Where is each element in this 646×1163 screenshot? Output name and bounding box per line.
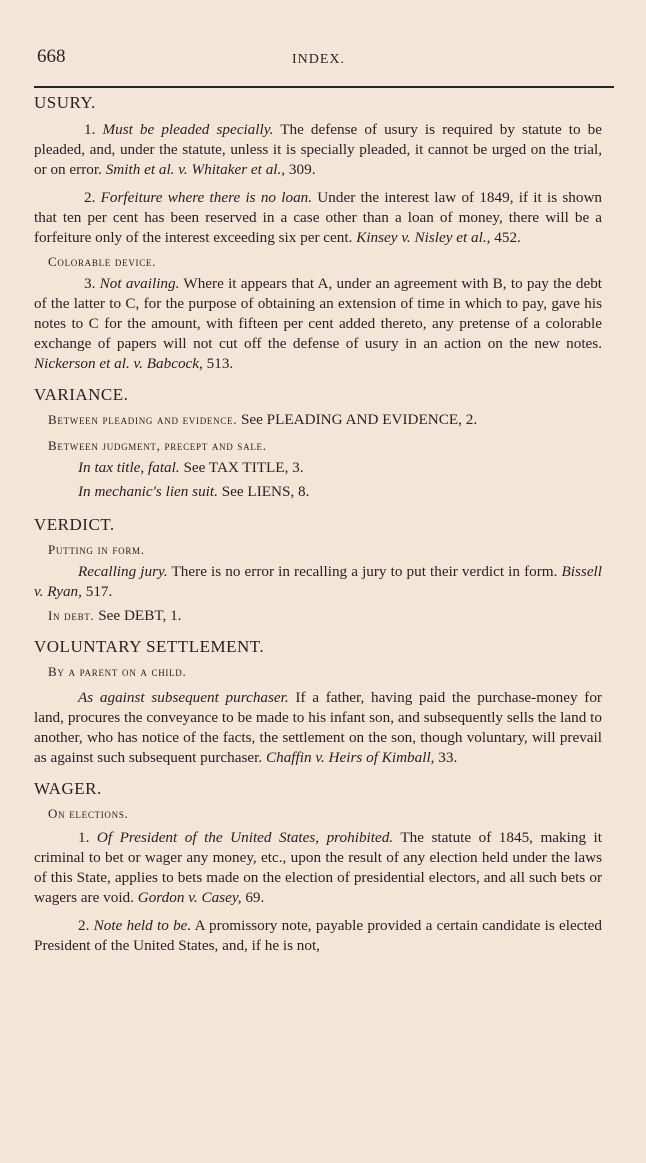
entry-number: 3.: [84, 275, 96, 292]
case-page: 33.: [434, 749, 458, 766]
case-name: Gordon v. Casey,: [137, 889, 242, 906]
subheading-by-parent: By a parent on a child.: [48, 664, 187, 679]
case-page: 309.: [285, 161, 316, 178]
case-name: Bissell v. Ryan,: [34, 563, 602, 600]
voluntary-entry-1: [34, 688, 602, 768]
entry-text: The statute of 1845, making it criminal to bet or wager any money, etc., upon the result of any election held under the laws of this State, applies to bets made on the election of presidential electors, and all such bets or wagers are void.: [34, 829, 602, 906]
usury-entry-1: [34, 120, 602, 180]
case-page: 452.: [490, 229, 521, 246]
case-name: Nickerson et al. v. Babcock,: [34, 355, 203, 372]
subheading-on-elections: On elections.: [48, 806, 129, 821]
variance-line-2: [34, 480, 602, 504]
variance-line-1: [34, 456, 602, 480]
entry-number: 2.: [78, 917, 90, 934]
cross-reference: See PLEADING AND EVIDENCE, 2.: [237, 411, 478, 428]
entry-text: Under the interest law of 1849, if it is shown that ten per cent has been reserved in a case other than a loan of money, there will be a forfeiture only of the interest exceeding six per cent.: [34, 189, 603, 246]
case-name: Chaffin v. Heirs of Kimball,: [265, 749, 435, 766]
case-page: 513.: [202, 355, 234, 372]
entry-text: The defense of usury is required by statute to be pleaded, and, under the statute, unless it is specially pleaded, it cannot be urged on the trial, or on error.: [34, 121, 602, 178]
subheading-putting-in-form: Putting in form.: [48, 542, 145, 557]
subheading-colorable-device: Colorable device.: [48, 254, 157, 269]
verdict-entry-1: [34, 562, 602, 602]
subheading-pleading-evidence: Between pleading and evidence.: [48, 412, 238, 427]
entry-number: 1.: [78, 829, 90, 846]
case-name: Smith et al. v. Whitaker et al.,: [105, 161, 286, 178]
entry-text: A promissory note, payable provided a certain candidate is elected President of the United States, and, if he is not,: [34, 917, 603, 954]
entry-number: 1.: [84, 121, 96, 138]
case-name: Kinsey v. Nisley et al.,: [356, 229, 491, 246]
entry-title: Note held to be.: [93, 917, 192, 934]
subheading-judgment-precept: Between judgment, precept and sale.: [48, 438, 267, 453]
entry-text: Where it appears that A, under an agreement with B, to pay the debt of the latter to C, for the purpose of obtaining an extension of time in which to pay, gave his notes to C for the amount, with fifteen per cent added thereto, any pretense of a colorable exchange of papers will not cut off the defense of usury in an action on the new notes.: [34, 275, 603, 352]
entry-title: Not availing.: [99, 275, 180, 292]
wager-entry-1: [34, 828, 602, 908]
heading-verdict: VERDICT.: [34, 515, 115, 534]
entry-title: As against subsequent purchaser.: [78, 689, 289, 706]
cross-reference: See DEBT, 1.: [94, 607, 182, 624]
entry-text: If a father, having paid the purchase-money for land, procures the conveyance to be made to his infant son, and subsequently sells the land to another, who has notice of the facts, the settlement on the son, though voluntary, will prevail as against such subsequent purchaser.: [34, 689, 602, 766]
running-title: INDEX.: [292, 52, 346, 67]
case-page: 69.: [241, 889, 265, 906]
usury-entry-2: [34, 188, 602, 248]
verdict-sub-2: [34, 606, 602, 626]
cross-reference: See TAX TITLE, 3.: [179, 459, 304, 476]
cross-reference: See LIENS, 8.: [217, 483, 310, 500]
variance-sub-1: [34, 410, 602, 430]
entry-title: In tax title, fatal.: [78, 459, 180, 476]
index-content: [34, 90, 602, 956]
entry-title: In mechanic's lien suit.: [78, 483, 218, 500]
case-page: 517.: [81, 583, 113, 600]
header-rule: [34, 86, 614, 88]
heading-voluntary-settlement: VOLUNTARY SETTLEMENT.: [34, 637, 265, 656]
usury-entry-3: [34, 274, 602, 374]
heading-usury: USURY.: [34, 93, 96, 112]
entry-title: Forfeiture where there is no loan.: [100, 189, 313, 206]
page-number: 668: [37, 46, 66, 67]
entry-title: Recalling jury.: [78, 563, 168, 580]
running-head: [34, 0, 602, 70]
entry-title: Of President of the United States, prohibited.: [96, 829, 394, 846]
entry-title: Must be pleaded specially.: [102, 121, 274, 138]
heading-variance: VARIANCE.: [34, 385, 129, 404]
subheading-in-debt: In debt.: [48, 608, 95, 623]
heading-wager: WAGER.: [34, 779, 102, 798]
wager-entry-2: [34, 916, 602, 956]
entry-number: 2.: [84, 189, 96, 206]
entry-text: There is no error in recalling a jury to put their verdict in form.: [167, 563, 562, 580]
